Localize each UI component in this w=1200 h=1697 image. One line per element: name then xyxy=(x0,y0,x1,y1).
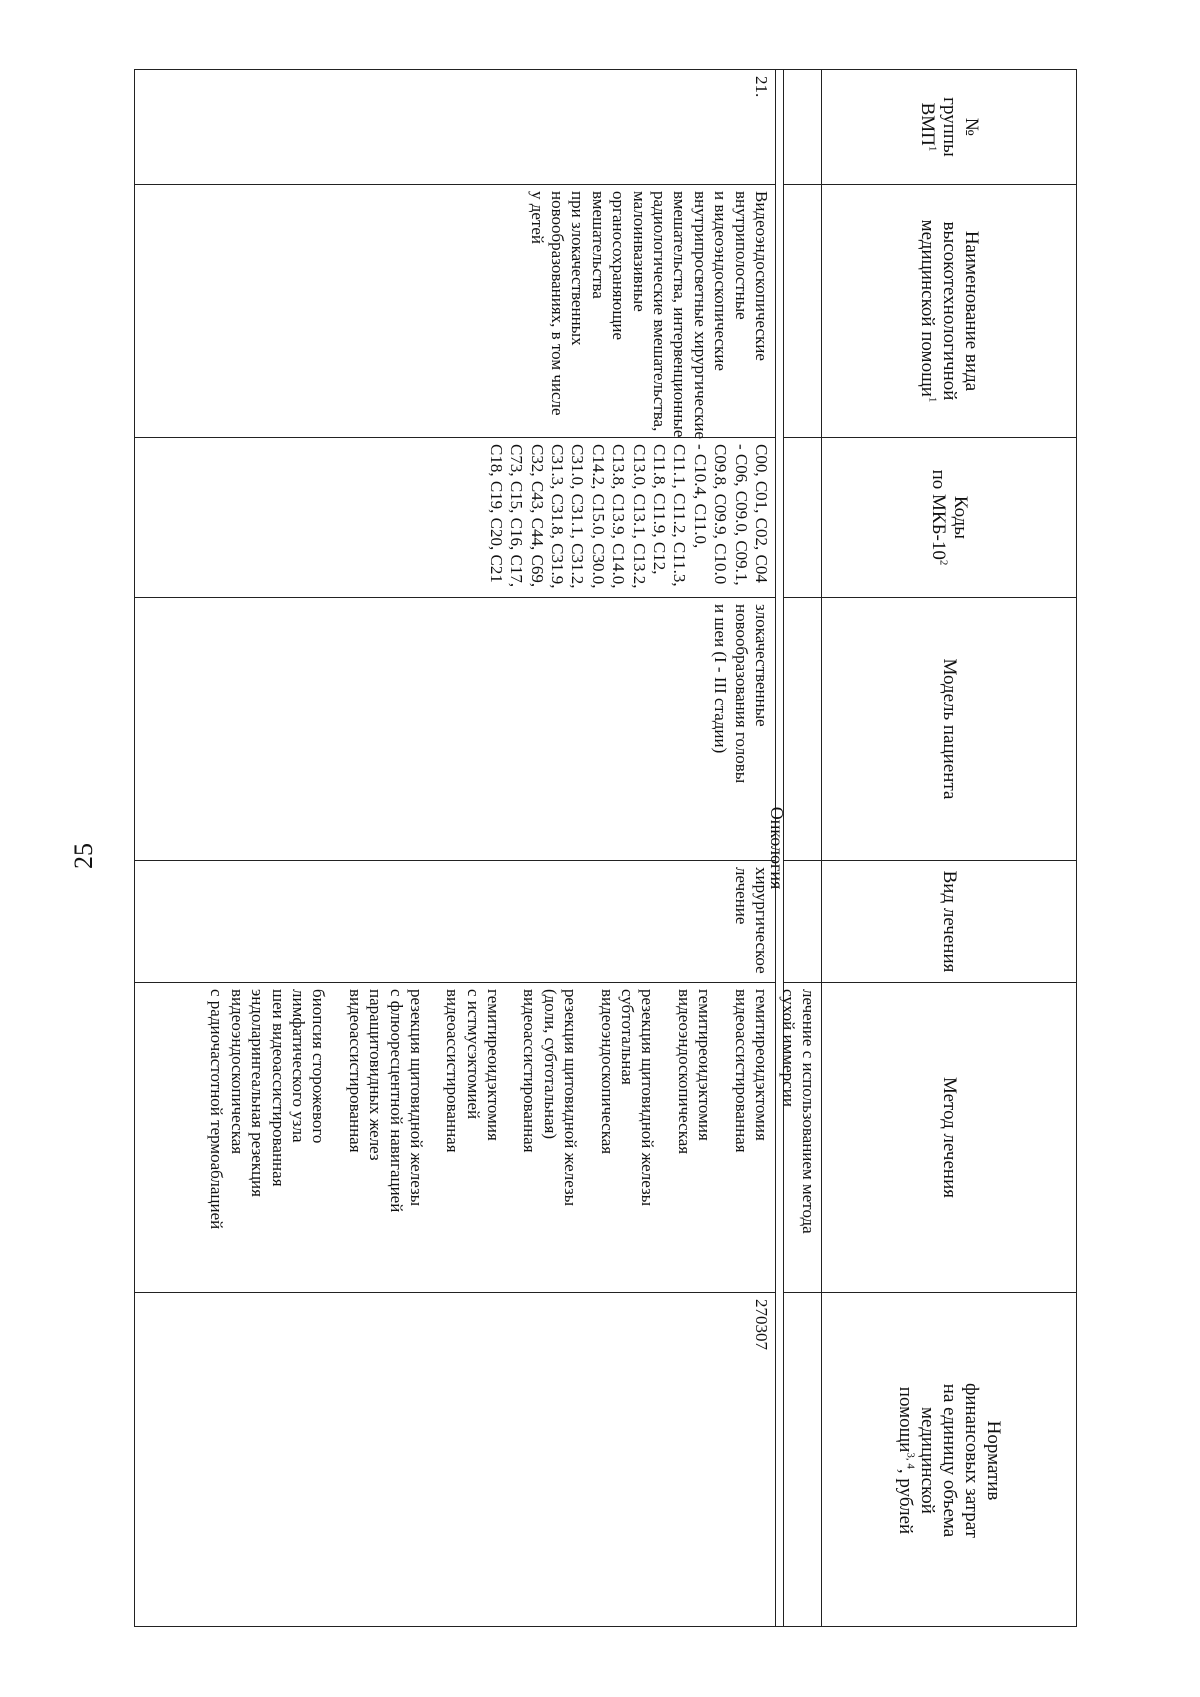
section-title: Онкология xyxy=(767,806,787,890)
method-block xyxy=(596,989,657,1286)
treatment-type xyxy=(135,861,775,983)
method-line: с флюоресцентной навигацией xyxy=(386,989,406,1213)
method-line: эндоларингеальная резекция xyxy=(248,989,268,1197)
continuation-method xyxy=(778,983,821,1293)
header-line: медицинской помощи$^1$ xyxy=(917,219,939,403)
icd-codes xyxy=(135,438,775,598)
header-line: Наименование вида xyxy=(960,230,982,392)
method-line: видеоассистированная xyxy=(345,989,365,1153)
footnote-mark: 1 xyxy=(926,145,939,152)
vmp-table xyxy=(134,69,1077,1627)
header-icd-codes xyxy=(822,438,1076,598)
footnote-mark: 3, 4 xyxy=(904,1452,917,1469)
continuation-row xyxy=(778,70,821,1626)
method-block xyxy=(519,989,580,1286)
empty-cell xyxy=(784,70,821,185)
model-line: и шеи (I - III стадии) xyxy=(711,604,731,754)
treatment-methods xyxy=(135,983,775,1293)
footnote-mark: 2 xyxy=(937,559,950,566)
patient-model xyxy=(135,598,775,861)
method-line: видеоассистированная xyxy=(443,989,463,1153)
header-cost-standard xyxy=(822,1293,1076,1628)
empty-cell xyxy=(784,861,821,983)
method-line: резекция щитовидной железы xyxy=(561,989,581,1207)
method-line: резекция щитовидной железы xyxy=(406,989,426,1207)
name-line: вмешательства, интервенционные xyxy=(670,191,690,438)
name-line: органосохраняющие xyxy=(609,191,629,341)
code-line: С00, С01, С02, С04 xyxy=(752,444,771,583)
header-line: Коды xyxy=(949,495,971,540)
footnote-mark: 1 xyxy=(926,396,939,403)
header-care-type-name xyxy=(822,185,1076,438)
method-line: видеоассистированная xyxy=(731,989,751,1153)
empty-cell xyxy=(784,1293,821,1628)
type-line: хирургическое xyxy=(752,867,771,974)
method-line: с радиочастотной термоаблацией xyxy=(207,989,227,1230)
name-line: вмешательства xyxy=(588,191,608,299)
header-line: медицинской xyxy=(917,1407,939,1514)
header-line: № xyxy=(960,117,982,137)
header-line: на единицу объема xyxy=(938,1383,960,1538)
empty-cell xyxy=(784,185,821,438)
code-line: - С06, С09.0, С09.1, xyxy=(731,444,751,586)
section-row xyxy=(767,70,787,1626)
group-number: 21. xyxy=(135,70,775,185)
method-block xyxy=(206,989,328,1286)
code-line: С11.8, С11.9, С12, xyxy=(650,444,670,575)
header-line: финансовых затрат xyxy=(960,1383,982,1538)
type-line: лечение xyxy=(731,867,751,925)
method-line: субтотальная xyxy=(618,989,638,1085)
name-line: при злокачественных xyxy=(568,191,588,346)
code-line: С18, С19, С20, С21 xyxy=(486,444,506,583)
method-line: гемитиреоидэктомия xyxy=(752,989,771,1141)
name-line: новообразованиях, в том числе xyxy=(548,191,568,416)
method-line: видеоэндоскопическая xyxy=(674,989,694,1155)
header-line: помощи$^{3, 4}$, рублей xyxy=(895,1386,917,1535)
method-line: шеи видеоассистированная xyxy=(268,989,288,1187)
method-block xyxy=(673,989,714,1286)
code-line: С13.0, С13.1, С13.2, xyxy=(629,444,649,589)
cost-standard: 270307 xyxy=(752,1299,771,1350)
method-line: видеоэндоскопическая xyxy=(597,989,617,1155)
name-line: внутрипросветные хирургические xyxy=(690,191,710,440)
header-line: ВМП$^1$ xyxy=(917,102,939,152)
method-line: видеоэндоскопическая xyxy=(227,989,247,1155)
table-row xyxy=(135,70,775,1626)
header-line: высокотехнологичной xyxy=(938,221,960,401)
code-line: С31.0, С31.1, С31.2, xyxy=(568,444,588,589)
header-treatment-method xyxy=(822,983,1076,1293)
code-line: С09.8, С09.9, С10.0 xyxy=(711,444,731,585)
header-line: по МКБ-$10^2$ xyxy=(928,469,950,566)
name-line: внутриполостные xyxy=(731,191,751,320)
code-line: С73, С15, С16, С17, xyxy=(507,444,527,588)
page-number: 25 xyxy=(69,843,98,869)
code-line: С13.8, С13.9, С14.0, xyxy=(609,444,629,589)
code-line: С11.1, С11.2, С11.3, xyxy=(670,444,690,587)
name-line: малоинвазивные xyxy=(629,191,649,312)
header-line: Вид лечения xyxy=(938,870,960,973)
header-patient-model xyxy=(822,598,1076,861)
method-line: гемитиреоидэктомия xyxy=(484,989,504,1141)
header-treatment-type xyxy=(822,861,1076,983)
header-line: группы xyxy=(938,97,960,157)
method-line: (доли, субтотальная) xyxy=(540,989,560,1140)
header-line: Метод лечения xyxy=(938,1076,960,1198)
method-line: сухой иммерсии xyxy=(778,989,798,1107)
method-line: паращитовидных желез xyxy=(366,989,386,1161)
empty-cell xyxy=(784,598,821,861)
method-block xyxy=(442,989,503,1286)
method-line: гемитиреоидэктомия xyxy=(695,989,715,1141)
care-type-name xyxy=(135,185,775,438)
method-block xyxy=(344,989,426,1286)
name-line: и видеоэндоскопические xyxy=(711,191,731,371)
method-block xyxy=(730,989,771,1286)
name-line: у детей xyxy=(527,191,547,245)
name-line: радиологические вмешательства, xyxy=(650,191,670,432)
table-header-row xyxy=(821,70,1076,1626)
empty-cell xyxy=(784,438,821,598)
model-line: злокачественные xyxy=(752,604,771,727)
code-line: - С10.4, С11.0, xyxy=(690,444,710,549)
header-group-number xyxy=(822,70,1076,185)
name-line: Видеоэндоскопические xyxy=(752,191,771,361)
code-line: С14.2, С15.0, С30.0, xyxy=(588,444,608,589)
method-line: лечение с использованием метода xyxy=(799,989,818,1234)
code-line: С32, С43, С44, С69, xyxy=(527,444,547,588)
model-line: новообразования головы xyxy=(731,604,751,784)
header-line: Норматив xyxy=(982,1420,1004,1501)
method-line: биопсия сторожевого xyxy=(309,989,329,1144)
method-line: видеоассистированная xyxy=(520,989,540,1153)
method-line: лимфатического узла xyxy=(288,989,308,1143)
code-line: С31.3, С31.8, С31.9, xyxy=(548,444,568,589)
method-line: резекция щитовидной железы xyxy=(638,989,658,1207)
header-line: Модель пациента xyxy=(938,658,960,800)
method-line: с истмусэктомией xyxy=(463,989,483,1120)
